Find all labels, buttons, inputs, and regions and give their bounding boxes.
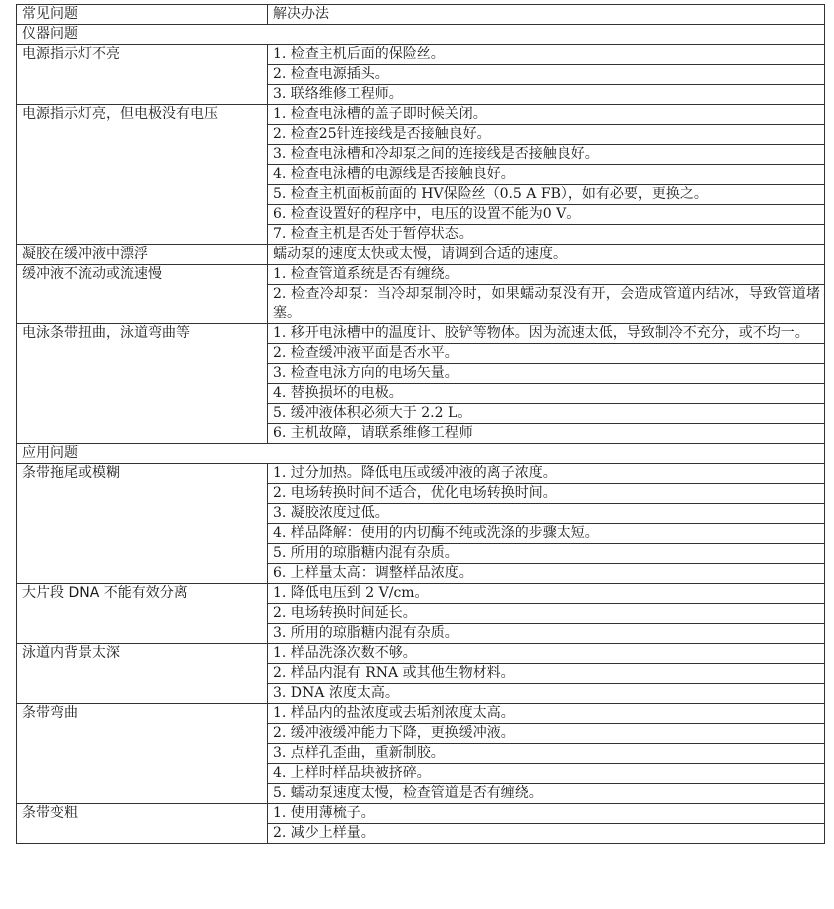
problem-cell: 条带弯曲 bbox=[17, 704, 268, 804]
problem-cell: 条带拖尾或模糊 bbox=[17, 464, 268, 584]
table-row bbox=[17, 245, 825, 265]
solution-item: 蠕动泵的速度太快或太慢，请调到合适的速度。 bbox=[273, 246, 567, 262]
table-row bbox=[17, 804, 825, 844]
solution-item: 1. 检查电泳槽的盖子即时候关闭。 bbox=[273, 106, 487, 122]
solution-item: 4. 样品降解：使用的内切酶不纯或洗涤的步骤太短。 bbox=[268, 523, 824, 543]
troubleshooting-table bbox=[16, 4, 825, 844]
problem-cell: 大片段 DNA 不能有效分离 bbox=[17, 584, 268, 644]
solution-cell bbox=[268, 464, 825, 584]
solution-item: 4. 上样时样品块被挤碎。 bbox=[268, 763, 824, 783]
solution-cell bbox=[268, 644, 825, 704]
solution-item: 2. 电场转换时间延长。 bbox=[268, 603, 824, 623]
solution-item: 6. 检查设置好的程序中，电压的设置不能为0 V。 bbox=[268, 204, 824, 224]
solution-item: 3. 检查电泳方向的电场矢量。 bbox=[268, 363, 824, 383]
solution-item: 3. DNA 浓度太高。 bbox=[268, 683, 824, 703]
table-row bbox=[17, 324, 825, 444]
solution-cell bbox=[268, 245, 825, 265]
solution-item: 5. 检查主机面板前面的 HV保险丝（0.5 A FB），如有必要，更换之。 bbox=[268, 184, 824, 204]
solution-item: 2. 电场转换时间不适合，优化电场转换时间。 bbox=[268, 483, 824, 503]
table-row bbox=[17, 584, 825, 644]
problem-cell: 电源指示灯亮，但电极没有电压 bbox=[17, 105, 268, 245]
header-problem: 常见问题 bbox=[17, 5, 268, 25]
table-row bbox=[17, 45, 825, 105]
solution-item: 2. 检查25针连接线是否接触良好。 bbox=[268, 124, 824, 144]
solution-item: 1. 样品洗涤次数不够。 bbox=[273, 645, 417, 661]
solution-item: 1. 过分加热。降低电压或缓冲液的离子浓度。 bbox=[273, 465, 557, 481]
solution-item: 3. 点样孔歪曲，重新制胶。 bbox=[268, 743, 824, 763]
solution-cell bbox=[268, 704, 825, 804]
section-row bbox=[17, 444, 825, 464]
solution-item: 2. 减少上样量。 bbox=[268, 823, 824, 843]
section-title: 仪器问题 bbox=[17, 25, 825, 45]
solution-item: 1. 使用薄梳子。 bbox=[273, 805, 375, 821]
solution-item: 2. 缓冲液缓冲能力下降，更换缓冲液。 bbox=[268, 723, 824, 743]
solution-item: 6. 主机故障，请联系维修工程师 bbox=[268, 423, 824, 443]
solution-cell bbox=[268, 324, 825, 444]
solution-item: 4. 替换损坏的电极。 bbox=[268, 383, 824, 403]
solution-cell bbox=[268, 804, 825, 844]
problem-cell: 电源指示灯不亮 bbox=[17, 45, 268, 105]
solution-item: 5. 所用的琼脂糖内混有杂质。 bbox=[268, 543, 824, 563]
solution-item: 1. 检查主机后面的保险丝。 bbox=[273, 46, 445, 62]
solution-cell bbox=[268, 45, 825, 105]
problem-cell: 凝胶在缓冲液中漂浮 bbox=[17, 245, 268, 265]
solution-item: 2. 检查电源插头。 bbox=[268, 64, 824, 84]
solution-item: 1. 移开电泳槽中的温度计、胶铲等物体。因为流速太低，导致制冷不充分，或不均一。 bbox=[273, 325, 809, 341]
solution-item: 3. 检查电泳槽和冷却泵之间的连接线是否接触良好。 bbox=[268, 144, 824, 164]
solution-item: 5. 缓冲液体积必须大于 2.2 L。 bbox=[268, 403, 824, 423]
problem-cell: 条带变粗 bbox=[17, 804, 268, 844]
solution-cell bbox=[268, 584, 825, 644]
solution-item: 3. 联络维修工程师。 bbox=[268, 84, 824, 104]
solution-item: 1. 检查管道系统是否有缠绕。 bbox=[273, 266, 459, 282]
solution-item: 2. 检查缓冲液平面是否水平。 bbox=[268, 343, 824, 363]
solution-item: 2. 样品内混有 RNA 或其他生物材料。 bbox=[268, 663, 824, 683]
solution-item: 4. 检查电泳槽的电源线是否接触良好。 bbox=[268, 164, 824, 184]
solution-item: 1. 样品内的盐浓度或去垢剂浓度太高。 bbox=[273, 705, 515, 721]
solution-item: 6. 上样量太高：调整样品浓度。 bbox=[268, 563, 824, 583]
solution-cell bbox=[268, 105, 825, 245]
problem-cell: 缓冲液不流动或流速慢 bbox=[17, 265, 268, 324]
solution-item: 5. 蠕动泵速度太慢，检查管道是否有缠绕。 bbox=[268, 783, 824, 803]
header-solution: 解决办法 bbox=[268, 5, 825, 25]
table-row bbox=[17, 464, 825, 584]
solution-item: 3. 凝胶浓度过低。 bbox=[268, 503, 824, 523]
table-body bbox=[17, 5, 825, 844]
solution-item: 7. 检查主机是否处于暂停状态。 bbox=[268, 224, 824, 244]
section-title: 应用问题 bbox=[17, 444, 825, 464]
solution-cell bbox=[268, 265, 825, 324]
table-row bbox=[17, 644, 825, 704]
table-row bbox=[17, 105, 825, 245]
table-row bbox=[17, 704, 825, 804]
solution-item: 2. 检查冷却泵：当冷却泵制冷时，如果蠕动泵没有开，会造成管道内结冰，导致管道堵塞。 bbox=[268, 284, 824, 323]
table-row bbox=[17, 265, 825, 324]
section-row bbox=[17, 25, 825, 45]
problem-cell: 泳道内背景太深 bbox=[17, 644, 268, 704]
header-row bbox=[17, 5, 825, 25]
problem-cell: 电泳条带扭曲，泳道弯曲等 bbox=[17, 324, 268, 444]
solution-item: 3. 所用的琼脂糖内混有杂质。 bbox=[268, 623, 824, 643]
solution-item: 1. 降低电压到 2 V/cm。 bbox=[273, 585, 429, 601]
